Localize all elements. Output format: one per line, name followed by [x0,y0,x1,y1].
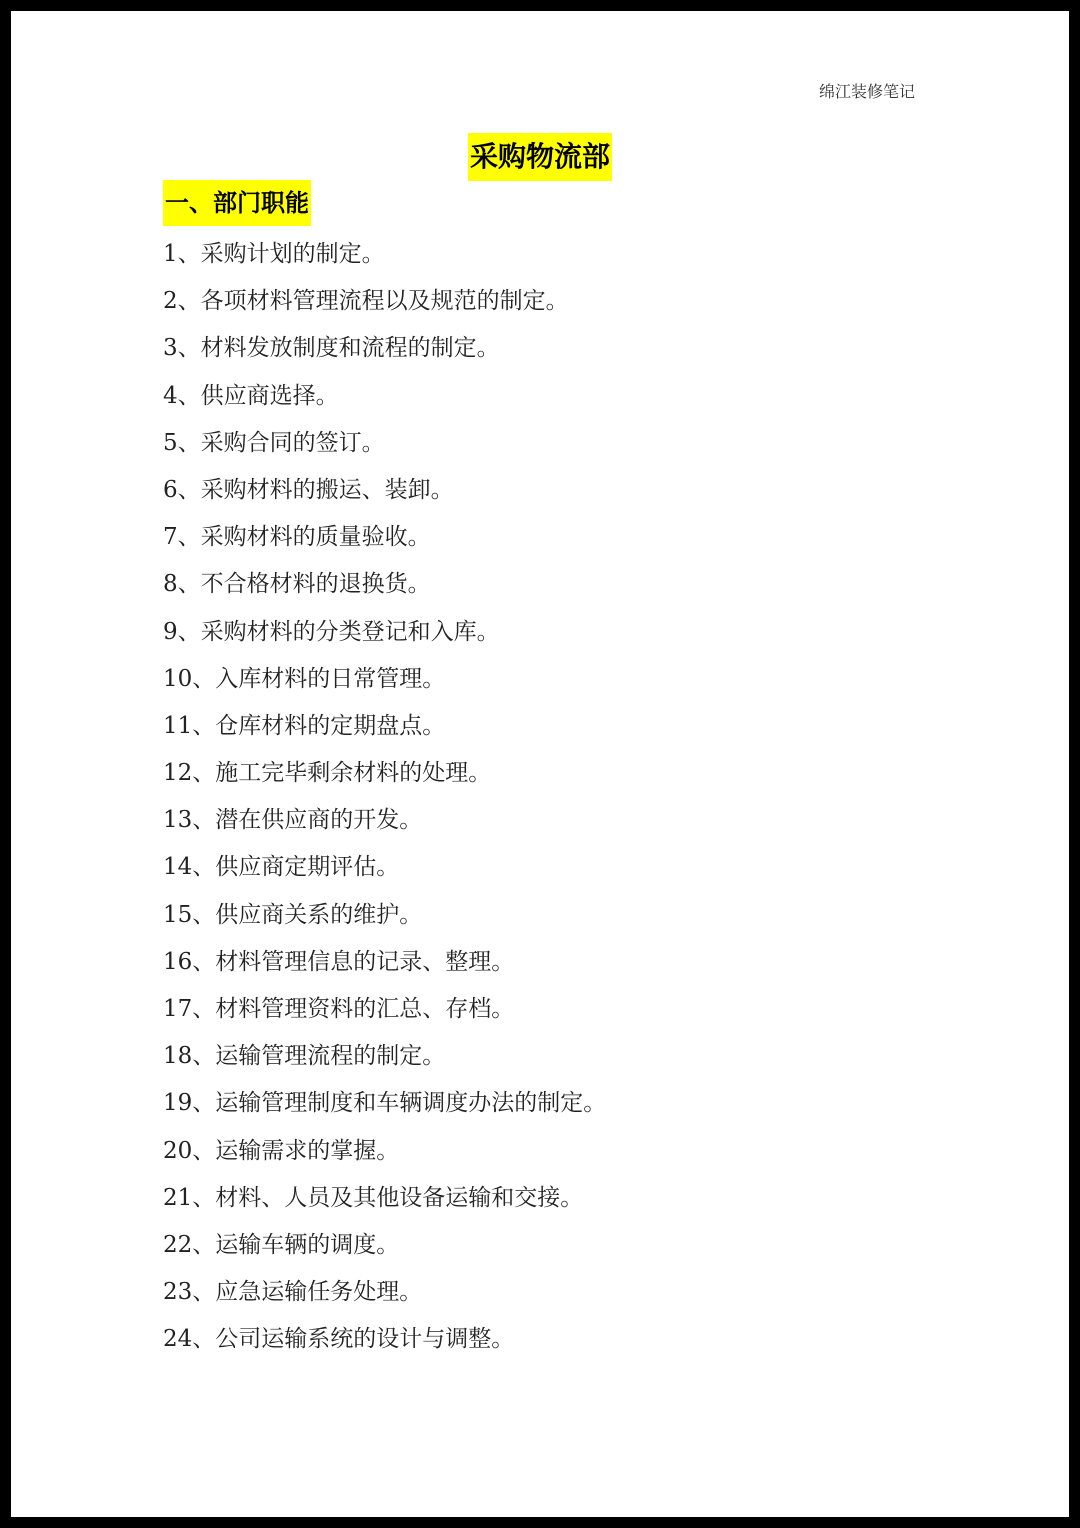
list-item: 17、材料管理资料的汇总、存档。 [163,996,515,1022]
list-item: 8、不合格材料的退换货。 [163,571,431,598]
page-title: 采购物流部 [468,133,612,181]
duty-list [163,231,606,1364]
header-note: 绵江装修笔记 [819,82,916,101]
list-item: 20、运输需求的掌握。 [163,1137,400,1164]
list-item: 22、运输车辆的调度。 [163,1231,400,1258]
list-item: 23、应急运输任务处理。 [163,1279,423,1306]
list-item: 2、各项材料管理流程以及规范的制定。 [163,288,569,315]
list-item: 7、采购材料的质量验收。 [163,524,431,551]
list-item: 12、施工完毕剩余材料的处理。 [163,760,492,787]
list-item: 16、材料管理信息的记录、整理。 [163,948,515,975]
list-item: 1、采购计划的制定。 [163,241,385,267]
list-item: 14、供应商定期评估。 [163,854,400,881]
list-item: 5、采购合同的签订。 [163,429,385,456]
list-item: 3、材料发放制度和流程的制定。 [163,335,500,362]
title-container [11,133,1069,181]
list-item: 24、公司运输系统的设计与调整。 [163,1326,515,1353]
list-item: 18、运输管理流程的制定。 [163,1043,446,1070]
section-heading: 一、部门职能 [163,180,311,226]
list-item: 13、潜在供应商的开发。 [163,807,423,834]
list-item: 6、采购材料的搬运、装卸。 [163,476,454,503]
list-item: 9、采购材料的分类登记和入库。 [163,618,500,645]
list-item: 11、仓库材料的定期盘点。 [163,712,446,739]
list-item: 10、入库材料的日常管理。 [163,665,446,692]
list-item: 4、供应商选择。 [163,382,339,409]
list-item: 19、运输管理制度和车辆调度办法的制定。 [163,1090,607,1117]
list-item: 15、供应商关系的维护。 [163,901,423,928]
document-page [11,11,1069,1517]
list-item: 21、材料、人员及其他设备运输和交接。 [163,1184,584,1211]
